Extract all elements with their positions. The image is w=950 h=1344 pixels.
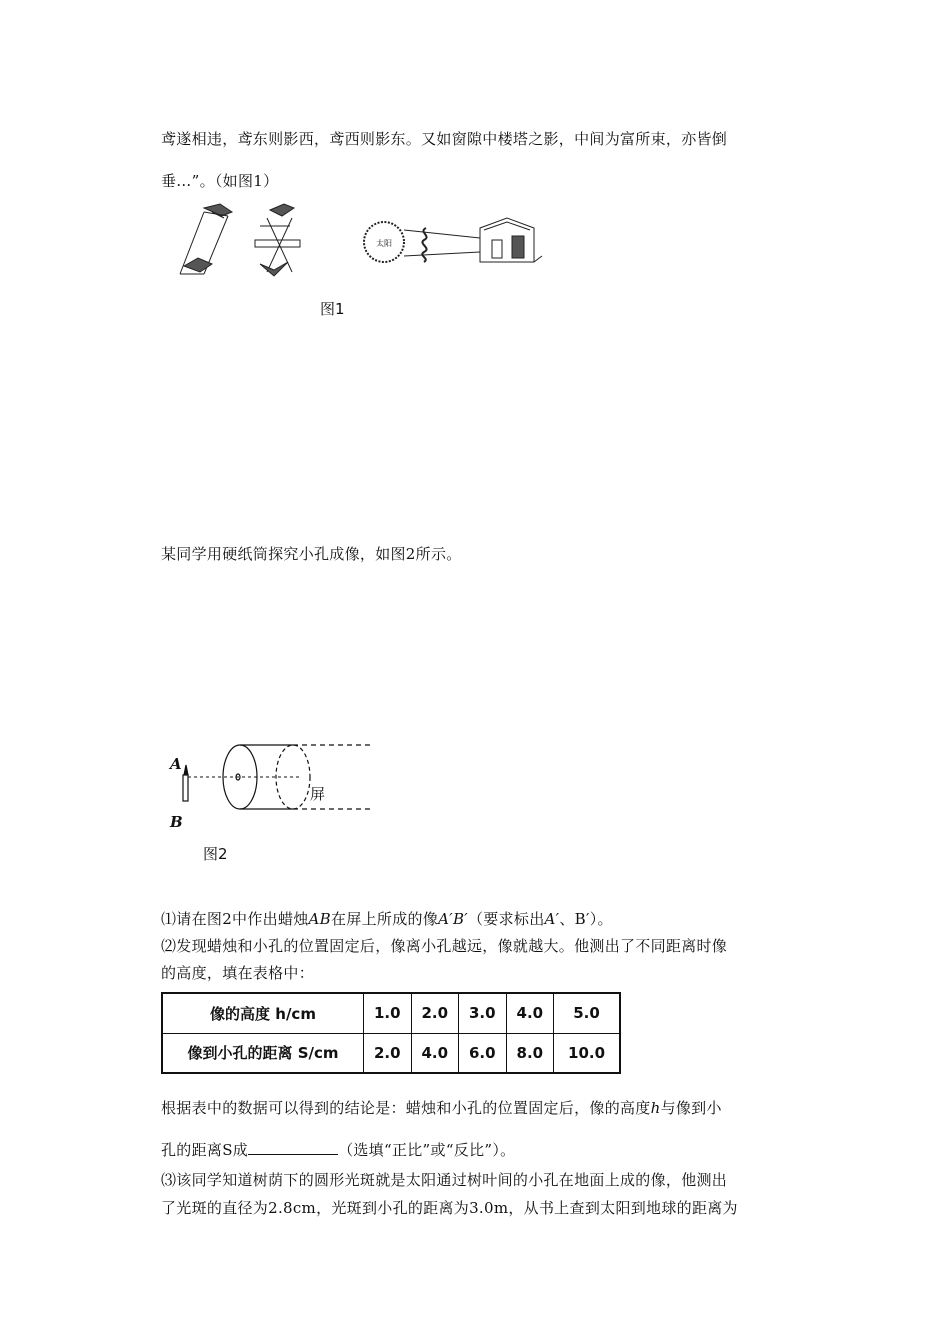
conclusion-part-a: 根据表中的数据可以得到的结论是：蜡烛和小孔的位置固定后，像的高度 — [161, 1099, 651, 1117]
table-row — [162, 993, 620, 1033]
data-table — [161, 992, 621, 1074]
q1-part-d: 、B′）。 — [559, 910, 613, 928]
answer-blank[interactable] — [248, 1140, 338, 1155]
table-cell: 2.0 — [364, 1033, 412, 1073]
q1-a-prime: A′ — [544, 910, 560, 928]
candle — [183, 765, 188, 801]
table-cell: 6.0 — [459, 1033, 507, 1073]
q1-part-c: （要求标出 — [468, 910, 545, 928]
conclusion-line-2 — [161, 1139, 515, 1160]
sun-label: 太阳 — [376, 239, 392, 248]
q1-part-b: 在屏上所成的像 — [331, 910, 439, 928]
table-cell: 1.0 — [364, 993, 412, 1033]
bird-pinhole-diagram — [255, 204, 300, 276]
figure-2-illustration — [160, 735, 380, 835]
text-line-3: 某同学用硬纸筒探究小孔成像，如图2所示。 — [161, 545, 462, 563]
question-3-line-2: 了光斑的直径为2.8cm，光斑到小孔的距离为3.0m，从书上查到太阳到地球的距离为 — [161, 1199, 738, 1217]
q1-image-label: A′B′ — [438, 910, 468, 928]
figure-1-caption: 图1 — [320, 300, 345, 318]
table-cell: 8.0 — [506, 1033, 554, 1073]
table-cell: 4.0 — [411, 1033, 459, 1073]
label-b: B — [170, 813, 183, 831]
q1-ab: AB — [308, 910, 332, 928]
conclusion-line-1 — [161, 1097, 722, 1118]
table-cell: 10.0 — [554, 1033, 620, 1073]
conclusion-h: h — [650, 1099, 661, 1117]
conclusion-part-c: 孔的距离S成 — [161, 1141, 249, 1159]
table-cell: 2.0 — [411, 993, 459, 1033]
conclusion-part-d: （选填“正比”或“反比”）。 — [338, 1141, 516, 1159]
question-3-line-1: ⑶该同学知道树荫下的圆形光斑就是太阳通过树叶间的小孔在地面上成的像，他测出 — [161, 1171, 728, 1189]
table-cell: 3.0 — [459, 993, 507, 1033]
question-2-line-2: 的高度，填在表格中： — [161, 964, 315, 982]
row-header-height: 像的高度 h/cm — [162, 993, 364, 1033]
text-line-1: 鸢遂相违，鸢东则影西，鸢西则影东。又如窗隙中楼塔之影，中间为富所束，亦皆倒 — [161, 130, 728, 148]
q1-part-a: ⑴请在图2中作出蜡烛 — [161, 910, 309, 928]
question-2-line-1: ⑵发现蜡烛和小孔的位置固定后，像离小孔越远，像就越大。他测出了不同距离时像 — [161, 937, 728, 955]
conclusion-part-b: 与像到小 — [660, 1099, 722, 1117]
table-row — [162, 1033, 620, 1073]
question-1 — [161, 908, 613, 929]
table-cell: 4.0 — [506, 993, 554, 1033]
bird-shadow-diagram-left — [180, 204, 232, 274]
sun-tower-diagram — [364, 218, 542, 262]
label-a: A — [170, 755, 182, 773]
figure-1-illustration — [162, 200, 552, 285]
row-header-distance: 像到小孔的距离 S/cm — [162, 1033, 364, 1073]
text-line-2: 垂…”。（如图1） — [161, 172, 279, 190]
figure-2-caption: 图2 — [203, 845, 228, 863]
table-cell: 5.0 — [554, 993, 620, 1033]
screen-label: 屏 — [310, 785, 326, 803]
